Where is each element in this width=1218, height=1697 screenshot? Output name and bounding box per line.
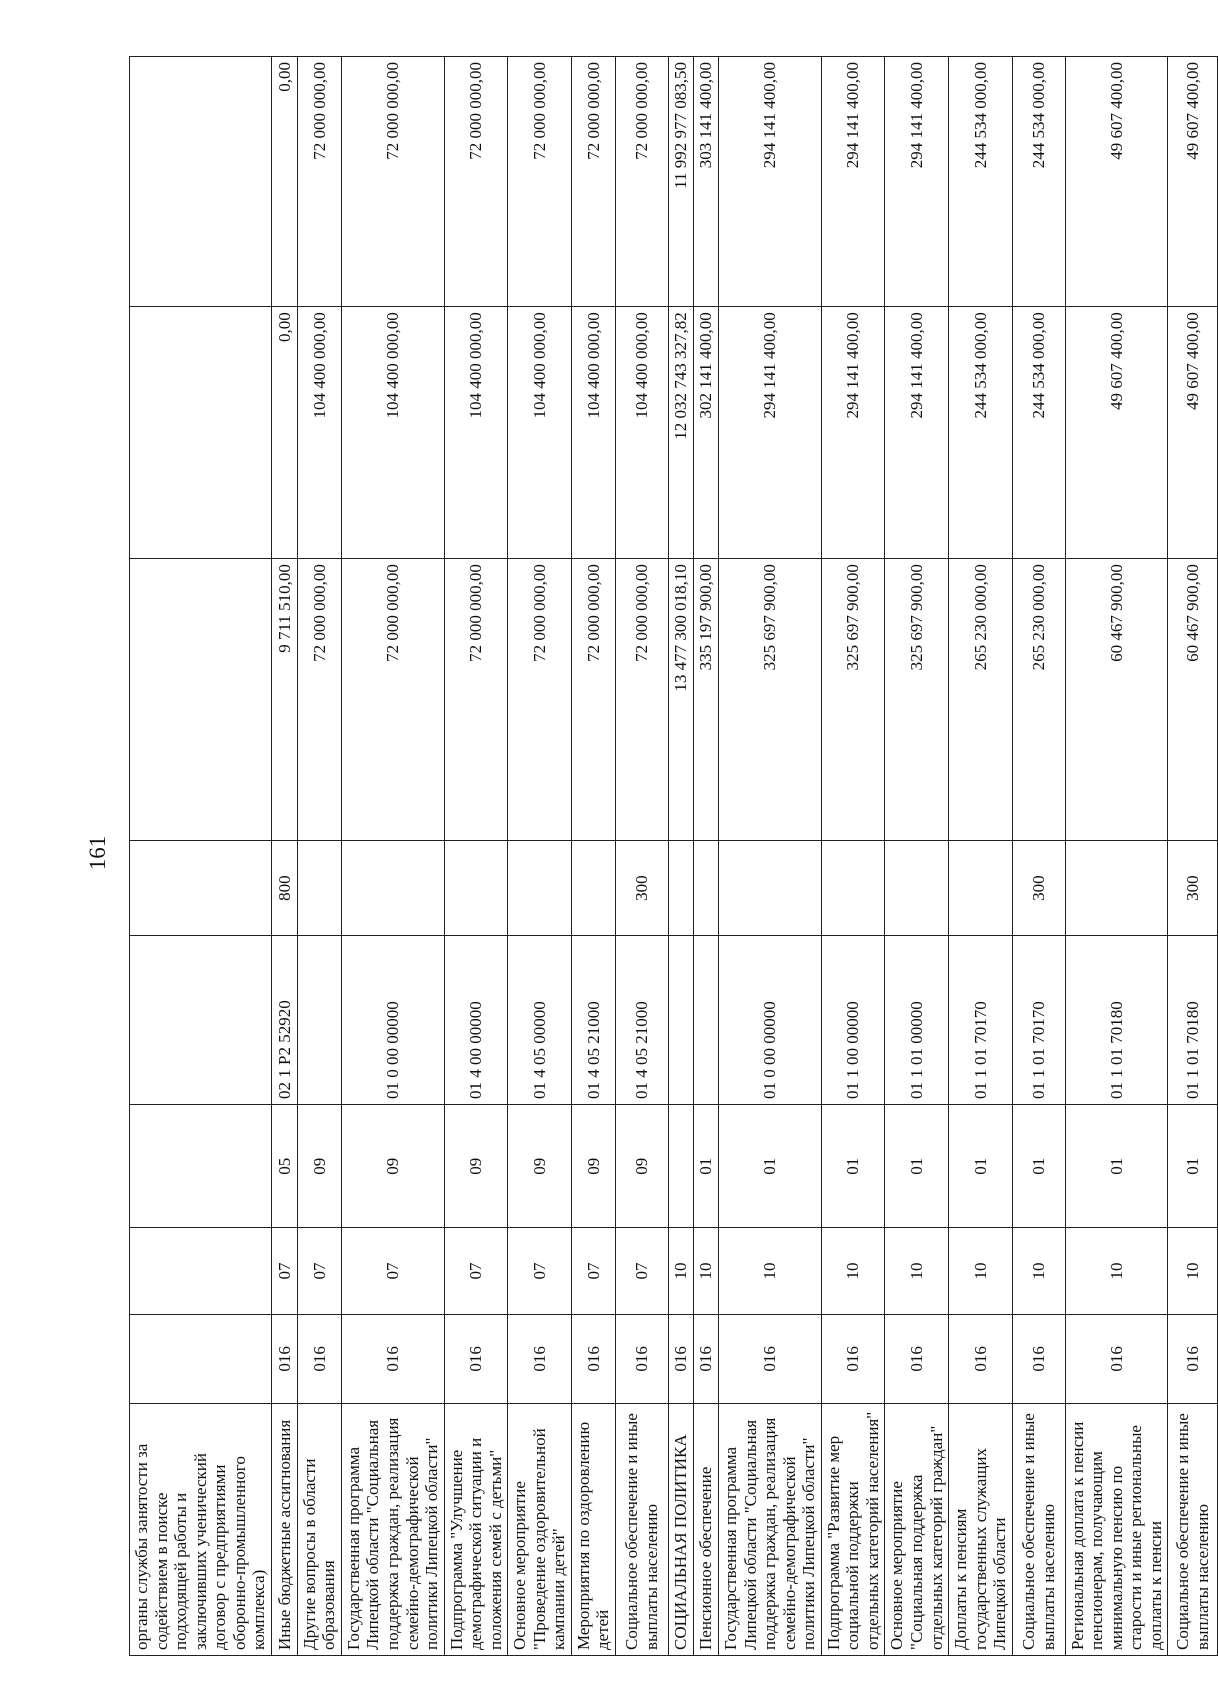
cell-target-article: 01 0 00 00000	[719, 935, 822, 1104]
table-row	[271, 57, 297, 1656]
cell-amount-2: 0,00	[271, 307, 297, 559]
cell-expense-type: 300	[1168, 841, 1218, 936]
cell-target-article: 02 1 P2 52920	[271, 935, 297, 1104]
cell-section	[130, 1228, 272, 1314]
cell-subsection: 09	[297, 1105, 341, 1228]
cell-section: 07	[341, 1228, 444, 1314]
table-row	[885, 57, 949, 1656]
cell-amount-3: 72 000 000,00	[571, 57, 615, 307]
cell-amount-2: 244 534 000,00	[1012, 307, 1065, 559]
cell-target-article: 01 1 01 70170	[1012, 935, 1065, 1104]
cell-ministry-code: 016	[1012, 1314, 1065, 1404]
cell-subsection	[669, 1105, 694, 1228]
cell-subsection: 09	[571, 1105, 615, 1228]
cell-subsection: 09	[508, 1105, 572, 1228]
cell-ministry-code: 016	[719, 1314, 822, 1404]
cell-name: Доплаты к пенсиям государственных служащих Липецкой области	[949, 1404, 1013, 1656]
cell-section: 10	[885, 1228, 949, 1314]
cell-name: Иные бюджетные ассигнования	[271, 1404, 297, 1656]
table-row	[341, 57, 444, 1656]
cell-name: Региональная доплата к пенсии пенсионерам, получающим минимальную пенсию по старости и иные региональные доплаты к пенсии	[1065, 1404, 1168, 1656]
cell-expense-type	[571, 841, 615, 936]
cell-subsection: 09	[341, 1105, 444, 1228]
cell-subsection: 01	[821, 1105, 885, 1228]
cell-expense-type	[130, 841, 272, 936]
table-row	[694, 57, 719, 1656]
cell-amount-1	[130, 559, 272, 841]
table-row	[508, 57, 572, 1656]
cell-amount-1: 325 697 900,00	[885, 559, 949, 841]
cell-section: 07	[297, 1228, 341, 1314]
table-row	[1012, 57, 1065, 1656]
cell-target-article	[694, 935, 719, 1104]
cell-amount-1: 60 467 900,00	[1168, 559, 1218, 841]
cell-amount-2: 49 607 400,00	[1065, 307, 1168, 559]
cell-name: органы службы занятости за содействием в поиске подходящей работы и заключивших ученический договор с предприятиями оборонно-промышленного комплекса)	[130, 1404, 272, 1656]
cell-name: Основное мероприятие "Проведение оздоровительной кампании детей"	[508, 1404, 572, 1656]
cell-name: Подпрограмма "Улучшение демографической ситуации и положения семей с детьми"	[444, 1404, 508, 1656]
cell-section: 10	[694, 1228, 719, 1314]
cell-subsection: 01	[1065, 1105, 1168, 1228]
table-row	[949, 57, 1013, 1656]
cell-amount-3: 72 000 000,00	[444, 57, 508, 307]
cell-amount-2: 49 607 400,00	[1168, 307, 1218, 559]
cell-amount-3: 303 141 400,00	[694, 57, 719, 307]
cell-amount-2: 294 141 400,00	[885, 307, 949, 559]
cell-subsection: 09	[444, 1105, 508, 1228]
cell-name: Государственная программа Липецкой области "Социальная поддержка граждан, реализация семейно-демографической политики Липецкой области"	[719, 1404, 822, 1656]
cell-amount-2: 244 534 000,00	[949, 307, 1013, 559]
cell-expense-type	[669, 841, 694, 936]
cell-expense-type	[885, 841, 949, 936]
cell-ministry-code: 016	[571, 1314, 615, 1404]
cell-ministry-code: 016	[949, 1314, 1013, 1404]
cell-amount-2: 104 400 000,00	[444, 307, 508, 559]
cell-amount-2	[130, 307, 272, 559]
cell-name: Подпрограмма "Развитие мер социальной поддержки отдельных категорий населения"	[821, 1404, 885, 1656]
cell-name: Мероприятия по оздоровлению детей	[571, 1404, 615, 1656]
cell-expense-type: 800	[271, 841, 297, 936]
cell-name: Другие вопросы в области образования	[297, 1404, 341, 1656]
cell-target-article: 01 1 01 70180	[1065, 935, 1168, 1104]
cell-amount-1: 9 711 510,00	[271, 559, 297, 841]
cell-amount-1: 13 477 300 018,10	[669, 559, 694, 841]
cell-amount-2: 104 400 000,00	[616, 307, 669, 559]
cell-amount-3: 72 000 000,00	[341, 57, 444, 307]
cell-subsection: 05	[271, 1105, 297, 1228]
table-row	[444, 57, 508, 1656]
cell-amount-1: 325 697 900,00	[719, 559, 822, 841]
table-row	[719, 57, 822, 1656]
cell-amount-2: 294 141 400,00	[719, 307, 822, 559]
rotated-table-container	[129, 56, 1212, 1656]
cell-name: Государственная программа Липецкой области "Социальная поддержка граждан, реализация семейно-демографической политики Липецкой области"	[341, 1404, 444, 1656]
table-body	[130, 57, 1218, 1656]
cell-target-article: 01 1 01 70180	[1168, 935, 1218, 1104]
table-row	[669, 57, 694, 1656]
cell-name: Социальное обеспечение и иные выплаты населению	[616, 1404, 669, 1656]
cell-expense-type: 300	[616, 841, 669, 936]
cell-amount-2: 302 141 400,00	[694, 307, 719, 559]
cell-amount-1: 72 000 000,00	[341, 559, 444, 841]
cell-expense-type	[949, 841, 1013, 936]
cell-expense-type	[821, 841, 885, 936]
cell-section: 10	[1065, 1228, 1168, 1314]
cell-ministry-code: 016	[271, 1314, 297, 1404]
cell-ministry-code: 016	[616, 1314, 669, 1404]
cell-amount-1: 72 000 000,00	[297, 559, 341, 841]
cell-amount-2: 104 400 000,00	[571, 307, 615, 559]
cell-subsection: 01	[885, 1105, 949, 1228]
cell-subsection: 01	[1012, 1105, 1065, 1228]
cell-amount-3: 72 000 000,00	[297, 57, 341, 307]
cell-section: 07	[616, 1228, 669, 1314]
cell-amount-1: 60 467 900,00	[1065, 559, 1168, 841]
cell-name: СОЦИАЛЬНАЯ ПОЛИТИКА	[669, 1404, 694, 1656]
cell-amount-1: 72 000 000,00	[616, 559, 669, 841]
cell-ministry-code: 016	[508, 1314, 572, 1404]
cell-amount-1: 265 230 000,00	[1012, 559, 1065, 841]
table-row	[571, 57, 615, 1656]
cell-target-article: 01 1 01 00000	[885, 935, 949, 1104]
cell-target-article	[297, 935, 341, 1104]
cell-expense-type	[508, 841, 572, 936]
cell-ministry-code: 016	[444, 1314, 508, 1404]
cell-name: Социальное обеспечение и иные выплаты населению	[1012, 1404, 1065, 1656]
cell-ministry-code: 016	[297, 1314, 341, 1404]
table-row	[297, 57, 341, 1656]
cell-target-article: 01 1 01 70170	[949, 935, 1013, 1104]
cell-ministry-code: 016	[1168, 1314, 1218, 1404]
table-row	[1168, 57, 1218, 1656]
cell-ministry-code: 016	[669, 1314, 694, 1404]
cell-amount-3: 244 534 000,00	[949, 57, 1013, 307]
cell-target-article: 01 4 05 00000	[508, 935, 572, 1104]
cell-amount-3: 294 141 400,00	[821, 57, 885, 307]
cell-amount-3: 11 992 977 083,50	[669, 57, 694, 307]
cell-amount-3: 294 141 400,00	[885, 57, 949, 307]
cell-subsection: 01	[694, 1105, 719, 1228]
cell-subsection: 01	[1168, 1105, 1218, 1228]
cell-section: 07	[508, 1228, 572, 1314]
cell-subsection	[130, 1105, 272, 1228]
budget-table	[129, 56, 1218, 1656]
cell-ministry-code: 016	[1065, 1314, 1168, 1404]
cell-subsection: 01	[719, 1105, 822, 1228]
cell-section: 10	[669, 1228, 694, 1314]
table-row	[821, 57, 885, 1656]
cell-amount-3: 294 141 400,00	[719, 57, 822, 307]
cell-section: 10	[821, 1228, 885, 1314]
cell-subsection: 01	[949, 1105, 1013, 1228]
cell-expense-type: 300	[1012, 841, 1065, 936]
cell-target-article: 01 4 00 00000	[444, 935, 508, 1104]
page-number: 161	[85, 835, 110, 871]
cell-target-article	[130, 935, 272, 1104]
cell-target-article: 01 4 05 21000	[616, 935, 669, 1104]
cell-name: Социальное обеспечение и иные выплаты населению	[1168, 1404, 1218, 1656]
table-row	[616, 57, 669, 1656]
cell-ministry-code	[130, 1314, 272, 1404]
cell-target-article: 01 0 00 00000	[341, 935, 444, 1104]
cell-ministry-code: 016	[821, 1314, 885, 1404]
cell-amount-2: 104 400 000,00	[508, 307, 572, 559]
cell-expense-type	[341, 841, 444, 936]
cell-section: 07	[444, 1228, 508, 1314]
cell-amount-2: 104 400 000,00	[297, 307, 341, 559]
cell-amount-1: 72 000 000,00	[508, 559, 572, 841]
cell-name: Пенсионное обеспечение	[694, 1404, 719, 1656]
table-row	[1065, 57, 1168, 1656]
cell-subsection: 09	[616, 1105, 669, 1228]
cell-expense-type	[444, 841, 508, 936]
cell-section: 10	[1012, 1228, 1065, 1314]
cell-section: 10	[949, 1228, 1013, 1314]
cell-name: Основное мероприятие "Социальная поддержка отдельных категорий граждан"	[885, 1404, 949, 1656]
cell-amount-1: 72 000 000,00	[444, 559, 508, 841]
cell-section: 10	[719, 1228, 822, 1314]
cell-target-article: 01 1 00 00000	[821, 935, 885, 1104]
cell-amount-2: 12 032 743 327,82	[669, 307, 694, 559]
cell-amount-1: 265 230 000,00	[949, 559, 1013, 841]
cell-amount-1: 325 697 900,00	[821, 559, 885, 841]
table-row	[130, 57, 272, 1656]
cell-target-article: 01 4 05 21000	[571, 935, 615, 1104]
cell-amount-2: 294 141 400,00	[821, 307, 885, 559]
cell-section: 07	[571, 1228, 615, 1314]
cell-amount-2: 104 400 000,00	[341, 307, 444, 559]
cell-expense-type	[297, 841, 341, 936]
cell-amount-3: 72 000 000,00	[508, 57, 572, 307]
cell-amount-3: 49 607 400,00	[1065, 57, 1168, 307]
cell-ministry-code: 016	[885, 1314, 949, 1404]
cell-section: 07	[271, 1228, 297, 1314]
cell-expense-type	[694, 841, 719, 936]
cell-ministry-code: 016	[694, 1314, 719, 1404]
cell-amount-1: 72 000 000,00	[571, 559, 615, 841]
cell-amount-1: 335 197 900,00	[694, 559, 719, 841]
cell-ministry-code: 016	[341, 1314, 444, 1404]
cell-expense-type	[1065, 841, 1168, 936]
cell-amount-3	[130, 57, 272, 307]
cell-amount-3: 72 000 000,00	[616, 57, 669, 307]
cell-amount-3: 244 534 000,00	[1012, 57, 1065, 307]
cell-target-article	[669, 935, 694, 1104]
cell-expense-type	[719, 841, 822, 936]
cell-section: 10	[1168, 1228, 1218, 1314]
cell-amount-3: 0,00	[271, 57, 297, 307]
cell-amount-3: 49 607 400,00	[1168, 57, 1218, 307]
